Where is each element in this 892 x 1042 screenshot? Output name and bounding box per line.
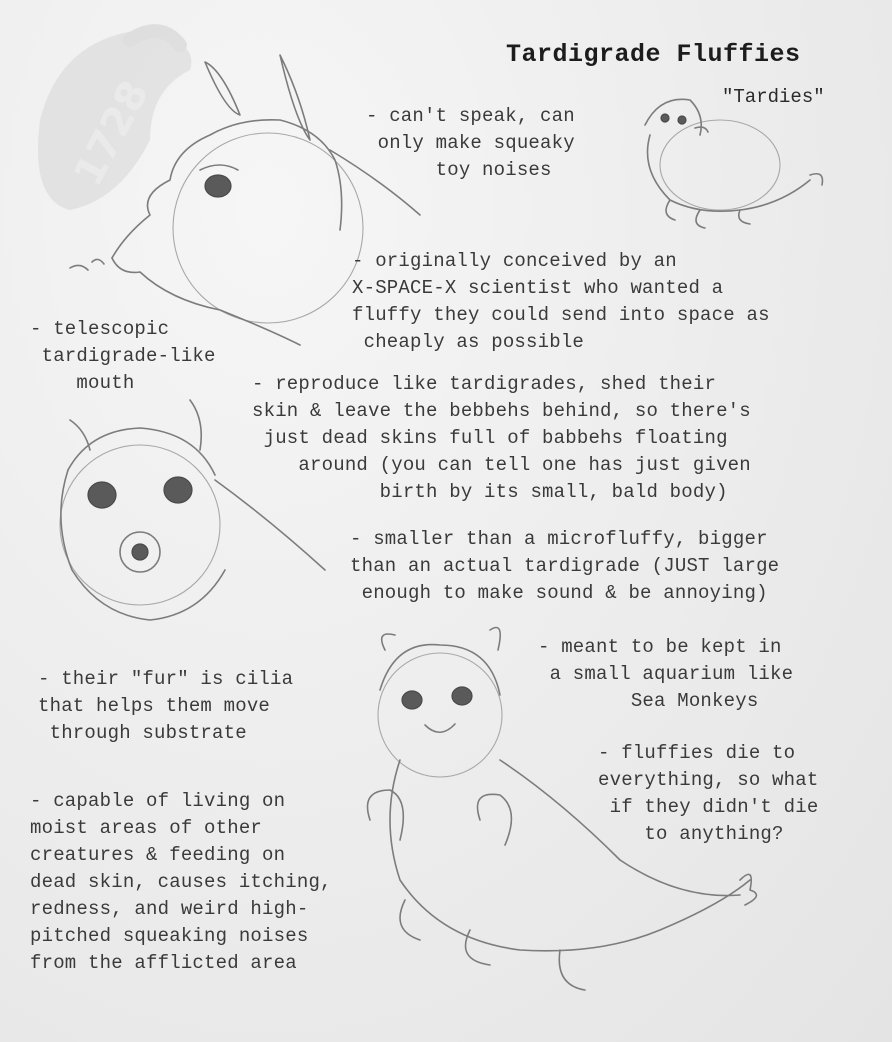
note-size: - smaller than a microfluffy, bigger than an actual tardigrade (JUST large enough to make sound & be annoying) (350, 528, 780, 604)
note-aquarium: - meant to be kept in a small aquarium like Sea Monkeys (538, 636, 794, 712)
note-reproduce: - reproduce like tardigrades, shed their skin & leave the bebbehs behind, so there's just dead skins full of babbehs floating around (you can tell one has just given birth by its small, bald body) (252, 373, 751, 503)
page-title: Tardigrade Fluffies (506, 40, 801, 69)
note-die: - fluffies die to everything, so what if they didn't die to anything? (598, 742, 819, 845)
note-squeaky: - can't speak, can only make squeaky toy noises (366, 105, 575, 181)
page-subtitle: "Tardies" (722, 86, 825, 108)
note-living: - capable of living on moist areas of other creatures & feeding on dead skin, causes itching, redness, and weird high- pitched squeaking noises from the afflicted area (30, 790, 332, 974)
note-mouth: - telescopic tardigrade-like mouth (30, 318, 216, 394)
watermark-text: 1728 (65, 73, 159, 194)
note-origin: - originally conceived by an X-SPACE-X scientist who wanted a fluffy they could send into space as cheaply as possible (352, 250, 770, 353)
note-cilia: - their "fur" is cilia that helps them move through substrate (38, 668, 294, 744)
small-body-sketch (645, 99, 823, 228)
